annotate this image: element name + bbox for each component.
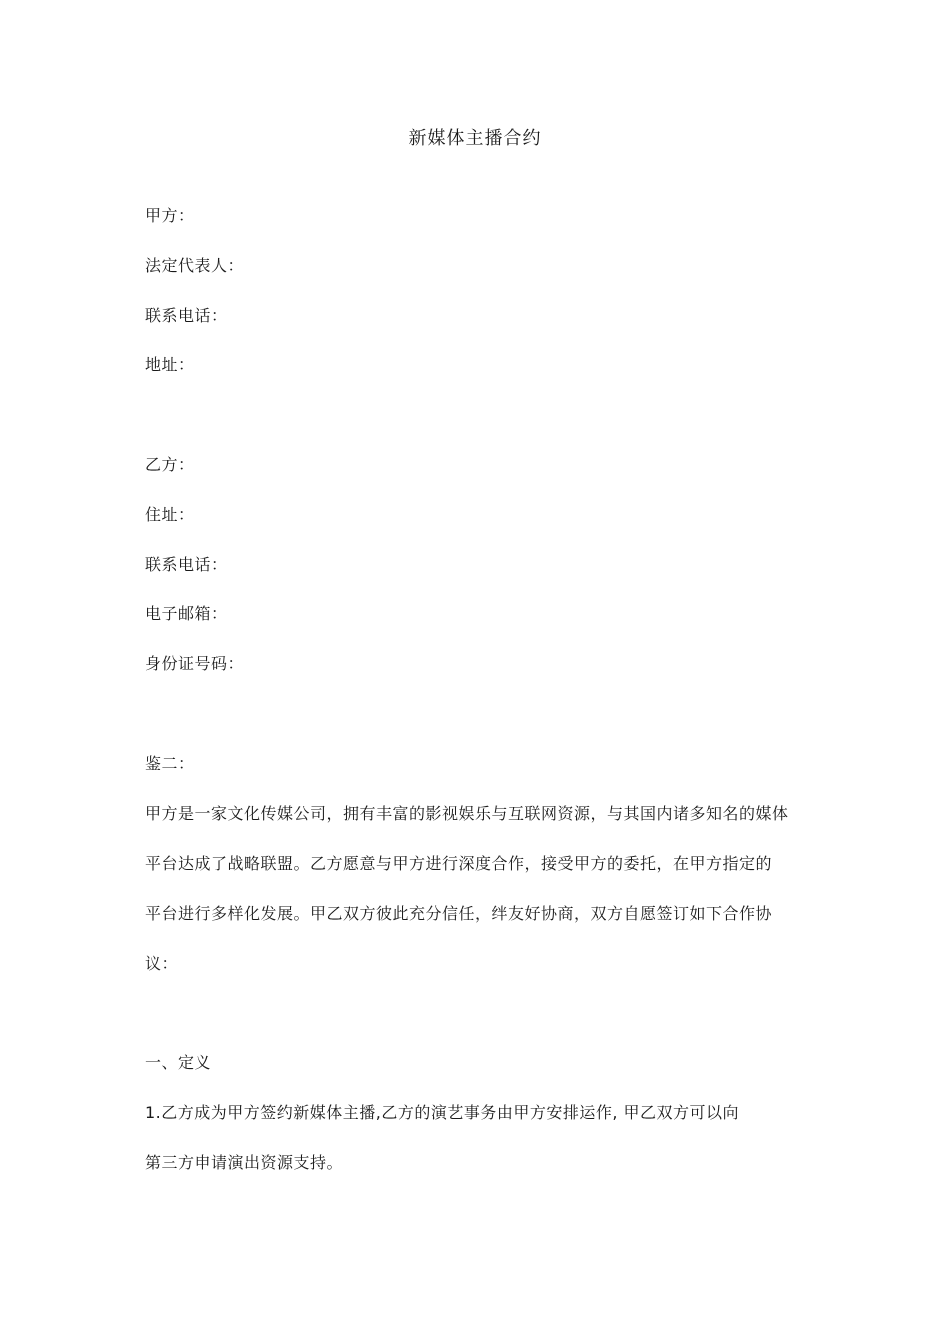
party-a-address-label: 地址： — [145, 355, 195, 374]
party-b-label: 乙方： — [145, 455, 195, 474]
section-line: 1.乙方成为甲方签约新媒体主播,乙方的演艺事务由甲方安排运作, 甲乙双方可以向 — [145, 1103, 740, 1122]
party-b-email-label: 电子邮箱： — [145, 604, 228, 623]
section-line: 第三方申请演出资源支持。 — [145, 1153, 344, 1172]
recital-line: 议： — [145, 954, 179, 973]
recital-line: 甲方是一家文化传媒公司，拥有丰富的影视娱乐与互联网资源，与其国内诸多知名的媒体 — [145, 804, 789, 823]
party-b-residence-label: 住址： — [145, 505, 195, 524]
section-heading: 一、定义 — [145, 1053, 212, 1072]
party-a-phone-label: 联系电话： — [145, 306, 228, 325]
party-a-label: 甲方： — [145, 206, 195, 225]
recital-line: 平台达成了战略联盟。乙方愿意与甲方进行深度合作，接受甲方的委托，在甲方指定的 — [145, 854, 773, 873]
party-a-representative-label: 法定代表人： — [145, 256, 245, 275]
recital-heading: 鉴二： — [145, 754, 195, 773]
party-b-phone-label: 联系电话： — [145, 555, 228, 574]
party-b-id-label: 身份证号码： — [145, 654, 245, 673]
recital-line: 平台进行多样化发展。甲乙双方彼此充分信任，绊友好协商，双方自愿签订如下合作协 — [145, 904, 773, 923]
document-title: 新媒体主播合约 — [408, 128, 542, 149]
